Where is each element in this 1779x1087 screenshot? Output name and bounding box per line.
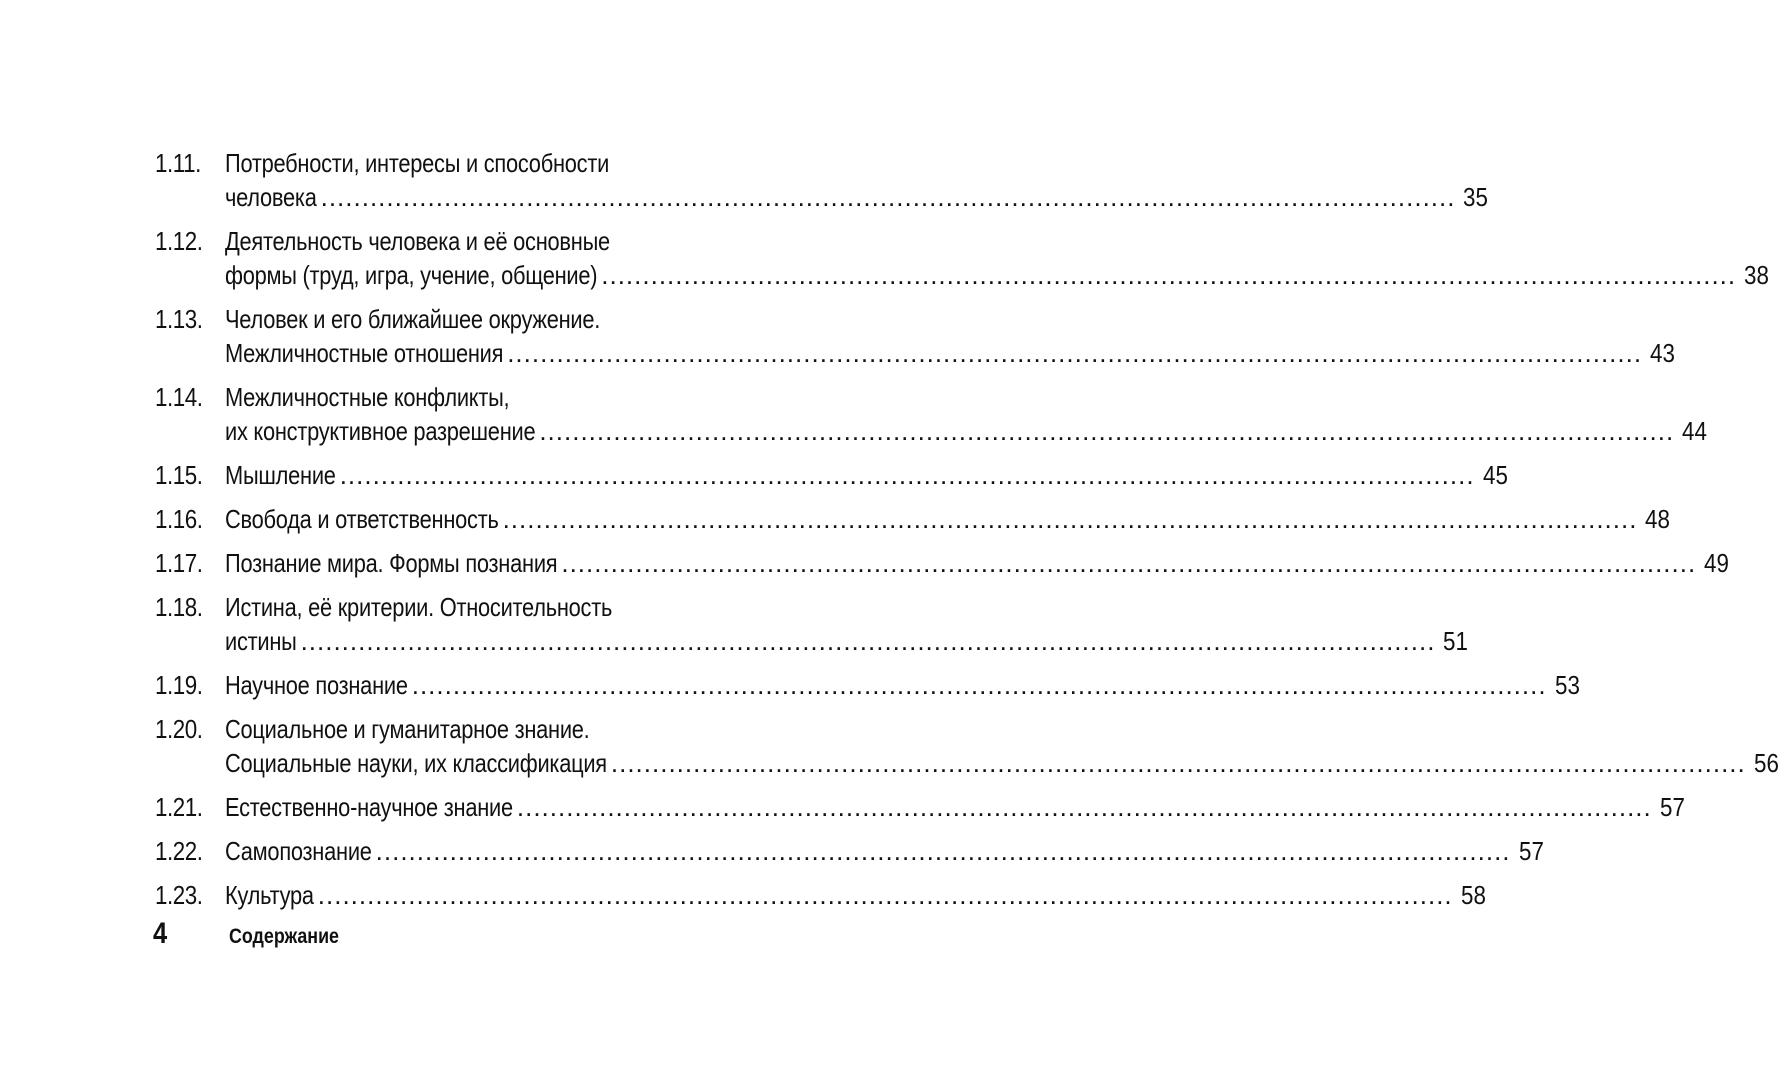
dot-leader xyxy=(601,258,1736,292)
dot-leader xyxy=(539,414,1674,448)
toc-entry xyxy=(155,380,1708,448)
entry-title-line: Познание мира. Формы познания xyxy=(225,548,558,578)
dot-leader xyxy=(517,790,1652,824)
toc-entry xyxy=(155,458,1508,492)
entry-title-line: Культура xyxy=(225,880,314,910)
entry-body xyxy=(225,590,1468,658)
entry-number: 1.22. xyxy=(155,836,203,866)
entry-page-number: 49 xyxy=(1704,548,1730,578)
dot-leader xyxy=(340,458,1475,492)
entry-number: 1.13. xyxy=(155,304,203,334)
table-of-contents xyxy=(155,146,1779,922)
entry-title-line: Мышление xyxy=(225,460,336,490)
dot-leader xyxy=(318,878,1453,912)
entry-number: 1.16. xyxy=(155,504,203,534)
entry-page-number: 57 xyxy=(1659,792,1685,822)
entry-number: 1.23. xyxy=(155,880,203,910)
entry-number: 1.18. xyxy=(155,592,203,622)
entry-body xyxy=(225,834,1543,868)
entry-body xyxy=(225,668,1580,702)
toc-entry xyxy=(155,590,1469,658)
entry-number: 1.19. xyxy=(155,670,203,700)
entry-title-line: формы (труд, игра, учение, общение) xyxy=(225,260,598,290)
entry-page-number: 56 xyxy=(1753,748,1779,778)
entry-number: 1.17. xyxy=(155,548,203,578)
toc-entry xyxy=(155,834,1544,868)
entry-title-line: истины xyxy=(225,626,297,656)
entry-title-line: Истина, её критерии. Относительность xyxy=(225,592,613,622)
running-title: Содержание xyxy=(229,925,339,948)
entry-body xyxy=(225,712,1779,780)
dot-leader xyxy=(611,746,1746,780)
dot-leader xyxy=(412,668,1547,702)
entry-number: 1.14. xyxy=(155,382,203,412)
entry-page-number: 48 xyxy=(1645,504,1671,534)
entry-page-number: 38 xyxy=(1744,260,1770,290)
entry-title-line: Социальное и гуманитарное знание. xyxy=(225,714,590,744)
dot-leader xyxy=(321,180,1456,214)
entry-body xyxy=(225,502,1670,536)
entry-number: 1.15. xyxy=(155,460,203,490)
entry-number: 1.11. xyxy=(155,148,201,178)
entry-title-line: Деятельность человека и её основные xyxy=(225,226,610,256)
entry-page-number: 58 xyxy=(1460,880,1486,910)
footer-page-number: 4 xyxy=(153,917,168,950)
toc-entry xyxy=(155,546,1730,580)
dot-leader xyxy=(503,502,1638,536)
entry-number: 1.21. xyxy=(155,792,203,822)
page-footer xyxy=(153,917,358,951)
toc-entry xyxy=(155,224,1770,292)
dot-leader xyxy=(301,624,1436,658)
entry-title-line: Человек и его ближайшее окружение. xyxy=(225,304,601,334)
entry-title-line: человека xyxy=(225,182,317,212)
entry-page-number: 51 xyxy=(1443,626,1469,656)
entry-body xyxy=(225,380,1707,448)
entry-title-line: Естественно-научное знание xyxy=(225,792,513,822)
entry-title-line: Межличностные отношения xyxy=(225,338,504,368)
entry-page-number: 53 xyxy=(1554,670,1580,700)
entry-body xyxy=(225,790,1685,824)
entry-title-line: Межличностные конфликты, xyxy=(225,382,510,412)
entry-body xyxy=(225,546,1729,580)
entry-page-number: 45 xyxy=(1482,460,1508,490)
toc-entry xyxy=(155,302,1675,370)
entry-title-line: их конструктивное разрешение xyxy=(225,416,536,446)
entry-page-number: 35 xyxy=(1463,182,1489,212)
toc-entry xyxy=(155,502,1671,536)
toc-entry xyxy=(155,712,1779,780)
dot-leader xyxy=(507,336,1642,370)
entry-number: 1.12. xyxy=(155,226,203,256)
entry-title-line: Потребности, интересы и способности xyxy=(225,148,610,178)
entry-number: 1.20. xyxy=(155,714,203,744)
entry-title-line: Свобода и ответственность xyxy=(225,504,499,534)
dot-leader xyxy=(376,834,1511,868)
entry-title-line: Социальные науки, их классификация xyxy=(225,748,607,778)
entry-body xyxy=(225,458,1507,492)
entry-page-number: 43 xyxy=(1650,338,1675,368)
entry-body xyxy=(225,302,1675,370)
toc-entry xyxy=(155,878,1486,912)
dot-leader xyxy=(561,546,1696,580)
entry-title-line: Самопознание xyxy=(225,836,372,866)
entry-page-number: 57 xyxy=(1518,836,1544,866)
entry-body xyxy=(225,224,1769,292)
toc-entry xyxy=(155,668,1580,702)
entry-page-number: 44 xyxy=(1682,416,1708,446)
toc-entry xyxy=(155,146,1489,214)
toc-entry xyxy=(155,790,1685,824)
entry-body xyxy=(225,146,1488,214)
entry-title-line: Научное познание xyxy=(225,670,408,700)
entry-body xyxy=(225,878,1486,912)
